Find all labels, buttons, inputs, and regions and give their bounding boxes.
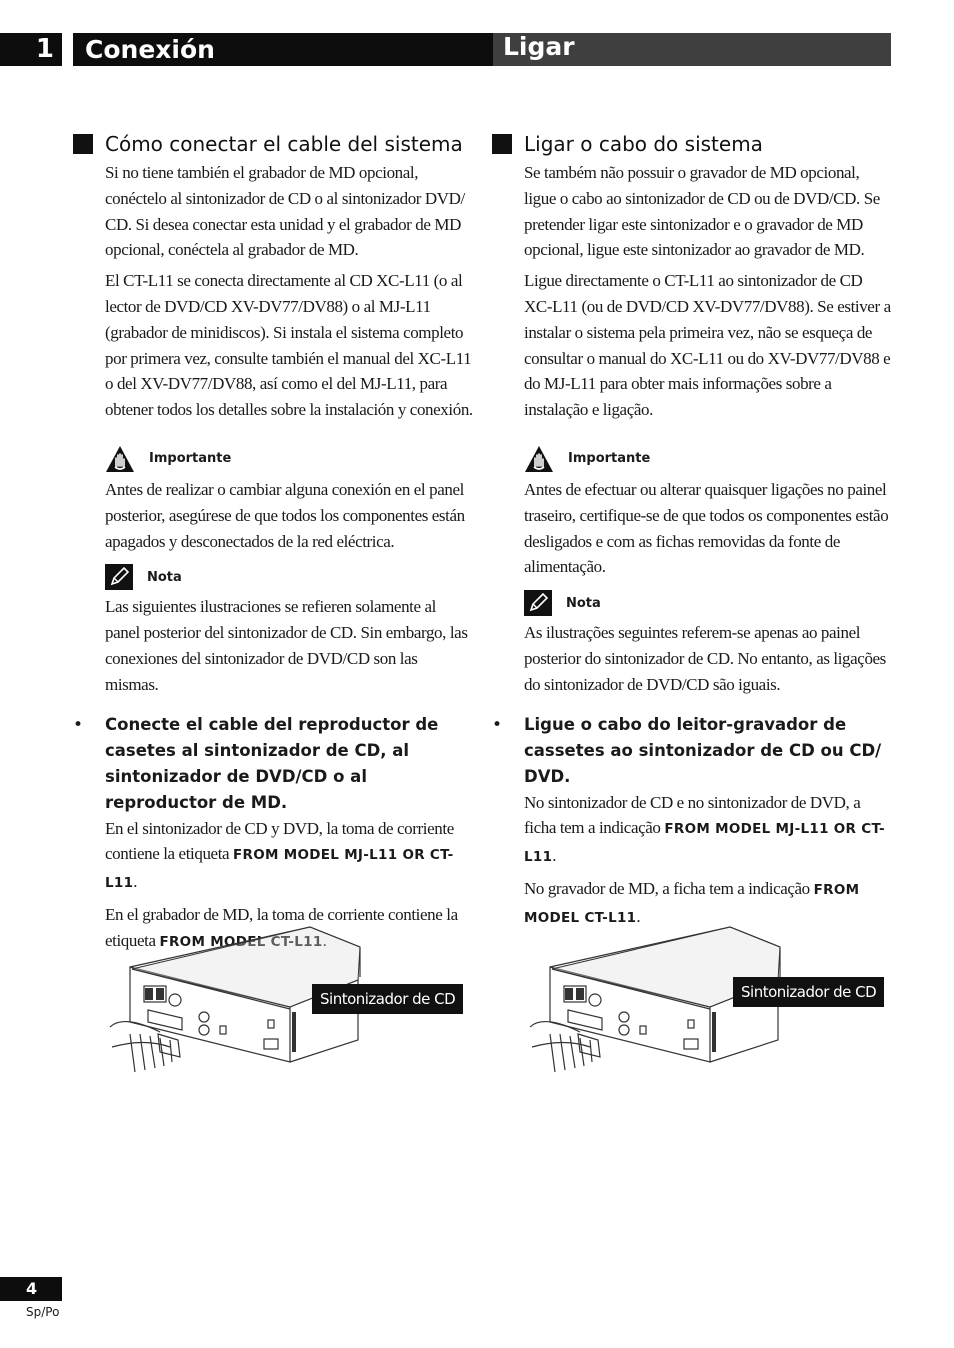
bullet-dot: • [492, 714, 503, 735]
note-text: As ilustrações seguintes referem-se apenas ao painel posterior do sintonizador de CD. No entanto, as ligações do sintonizador de DVD/CD são iguais. [524, 623, 886, 694]
note-label: Nota [566, 595, 601, 611]
bullet-dot: • [73, 714, 84, 735]
chapter-title-es: Conexión [73, 33, 493, 66]
cd-tuner-illustration [100, 922, 460, 1082]
note-text: Las siguientes ilustraciones se refieren solamente al panel posterior del sintonizador de CD. Sin embargo, las conexiones del sintonizador de DVD/CD son las mismas. [105, 597, 468, 694]
note-pencil-icon [524, 590, 552, 616]
important-text: Antes de efectuar ou alterar quaisquer ligações no painel traseiro, certifique-se de que todos os componentes estão desligados e com as fichas removidas da fonte de alimentação. [524, 479, 889, 577]
square-bullet-icon [492, 134, 512, 154]
column-spanish [73, 128, 473, 961]
label-text: FROM MODEL MJ-L11 OR CT-L11 [524, 821, 885, 866]
bullet-paragraph: No sintonizador de CD e no sintonizador de DVD, a ficha tem a indicação FROM MODEL MJ-L11 OR CT-L11. [524, 792, 885, 866]
section-title: Cómo conectar el cable del sistema [105, 132, 463, 156]
chapter-title-po: Ligar [493, 33, 891, 66]
important-label: Importante [149, 451, 232, 467]
bullet-paragraph: No gravador de MD, a ficha tem a indicação FROM MODEL CT-L11. [524, 878, 860, 926]
page-number: 4 [0, 1277, 62, 1301]
warning-hand-icon [105, 445, 135, 473]
bullet-heading: Ligue o cabo do leitor-gravador de cassetes ao sintonizador de CD ou CD/ DVD. [524, 714, 882, 786]
bullet-heading: Conecte el cable del reproductor de casetes al sintonizador de CD, al sintonizador de DVD/CD o al reproductor de MD. [105, 714, 439, 812]
bullet-paragraph: En el sintonizador de CD y DVD, la toma de corriente contiene la etiqueta FROM MODEL MJ-L11 OR CT-L11. [105, 818, 454, 892]
paragraph: El CT-L11 se conecta directamente al CD XC-L11 (o al lector de DVD/CD XV-DV77/DV88) o al MJ-L11 (grabador de minidiscos). Si instala el sistema completo por primera vez, consulte también el manual del XC-L11 o del XV-DV77/DV88, así como el del MJ-L11, para obtener todos los detalles sobre la instalación y conexión. [105, 271, 473, 420]
instruction-bullet [73, 712, 473, 956]
illustration-label: Sintonizador de CD [312, 984, 463, 1014]
bullet-paragraph: En el grabador de MD, la toma de corriente contiene la etiqueta FROM MODEL CT-L11. [105, 904, 458, 950]
note-callout [524, 590, 892, 616]
section-heading [73, 128, 473, 160]
note-callout [105, 564, 473, 590]
square-bullet-icon [73, 134, 93, 154]
important-text: Antes de realizar o cambiar alguna conexión en el panel posterior, asegúrese de que todos los componentes están apagados y desconectados de la red eléctrica. [105, 479, 465, 551]
note-pencil-icon [105, 564, 133, 590]
section-title: Ligar o cabo do sistema [524, 132, 763, 156]
note-label: Nota [147, 569, 182, 585]
paragraph: Ligue directamente o CT-L11 ao sintonizador de CD XC-L11 (ou de DVD/CD XV-DV77/DV88). Se estiver a instalar o sistema pela primeira vez, não se esqueça de consultar o manual do XC-L11 ou do XV-DV77/DV88 e do MJ-L11 para obter mais informações sobre a instalação e ligação. [524, 271, 891, 420]
paragraph: Se também não possuir o gravador de MD opcional, ligue o cabo ao sintonizador de CD ou de DVD/CD. Se pretender ligar este sintonizador e o gravador de MD opcional, ligue este sintonizador ao gravador de MD. [524, 163, 880, 260]
language-code: Sp/Po [26, 1305, 60, 1319]
column-portuguese [492, 128, 892, 937]
instruction-bullet [492, 712, 892, 932]
chapter-number: 1 [0, 33, 62, 66]
illustration-label: Sintonizador de CD [733, 977, 884, 1007]
paragraph: Si no tiene también el grabador de MD opcional, conéctelo al sintonizador de CD o al sintonizador DVD/ CD. Si desea conectar esta unidad y el grabador de MD opcional, conéctela al grabador de MD. [105, 163, 465, 260]
important-callout [105, 445, 473, 473]
section-body [492, 160, 892, 932]
warning-hand-icon [524, 445, 554, 473]
important-callout [524, 445, 892, 473]
label-text: FROM MODEL CT-L11 [524, 881, 860, 926]
important-label: Importante [568, 451, 651, 467]
label-text: FROM MODEL CT-L11 [159, 933, 323, 950]
section-heading [492, 128, 892, 160]
section-body [73, 160, 473, 956]
label-text: FROM MODEL MJ-L11 OR CT-L11 [105, 847, 454, 892]
cd-tuner-illustration [520, 922, 880, 1082]
